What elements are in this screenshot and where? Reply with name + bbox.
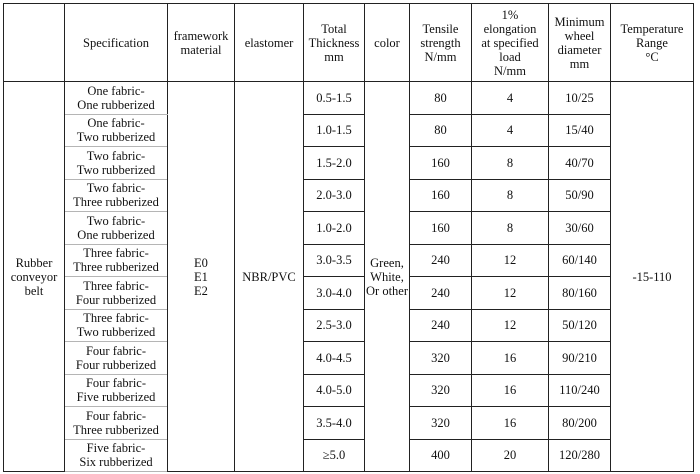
table-row — [4, 82, 694, 115]
thickness-cell: 3.5-4.0 — [304, 407, 365, 440]
specification-cell: Three fabric- Four rubberized — [65, 277, 168, 310]
conveyor-belt-spec-table — [3, 3, 694, 472]
specification-cell: Five fabric- Six rubberized — [65, 439, 168, 472]
elongation-cell: 8 — [472, 147, 549, 180]
specification-cell: Two fabric- One rubberized — [65, 212, 168, 245]
thickness-cell: 4.0-5.0 — [304, 374, 365, 407]
specification-cell: One fabric- Two rubberized — [65, 114, 168, 147]
table-row — [4, 244, 694, 277]
product-name-cell: Rubber conveyor belt — [4, 82, 65, 472]
thickness-cell: 0.5-1.5 — [304, 82, 365, 115]
tensile-cell: 160 — [410, 147, 472, 180]
specification-cell: Four fabric- Five rubberized — [65, 374, 168, 407]
thickness-cell: 1.0-2.0 — [304, 212, 365, 245]
header-tensile-strength: Tensile strength N/mm — [410, 4, 472, 82]
table-row — [4, 342, 694, 375]
table-row — [4, 374, 694, 407]
wheel-diameter-cell: 50/90 — [549, 179, 611, 212]
wheel-diameter-cell: 110/240 — [549, 374, 611, 407]
thickness-cell: 3.0-3.5 — [304, 244, 365, 277]
table-row — [4, 212, 694, 245]
wheel-diameter-cell: 15/40 — [549, 114, 611, 147]
framework-material-cell: E0 E1 E2 — [168, 82, 235, 472]
header-row — [4, 4, 694, 82]
wheel-diameter-cell: 90/210 — [549, 342, 611, 375]
tensile-cell: 320 — [410, 407, 472, 440]
elastomer-cell: NBR/PVC — [235, 82, 304, 472]
wheel-diameter-cell: 80/200 — [549, 407, 611, 440]
wheel-diameter-cell: 50/120 — [549, 309, 611, 342]
thickness-cell: 2.5-3.0 — [304, 309, 365, 342]
header-framework-material: framework material — [168, 4, 235, 82]
header-specification: Specification — [65, 4, 168, 82]
elongation-cell: 12 — [472, 244, 549, 277]
tensile-cell: 240 — [410, 309, 472, 342]
specification-cell: Two fabric- Two rubberized — [65, 147, 168, 180]
thickness-cell: 4.0-4.5 — [304, 342, 365, 375]
thickness-cell: ≥5.0 — [304, 439, 365, 472]
specification-cell: Four fabric- Three rubberized — [65, 407, 168, 440]
tensile-cell: 240 — [410, 244, 472, 277]
thickness-cell: 3.0-4.0 — [304, 277, 365, 310]
header-total-thickness: Total Thickness mm — [304, 4, 365, 82]
elongation-cell: 16 — [472, 374, 549, 407]
wheel-diameter-cell: 120/280 — [549, 439, 611, 472]
table-row — [4, 114, 694, 147]
elongation-cell: 16 — [472, 407, 549, 440]
wheel-diameter-cell: 30/60 — [549, 212, 611, 245]
header-elongation: 1% elongation at specified load N/mm — [472, 4, 549, 82]
elongation-cell: 8 — [472, 179, 549, 212]
tensile-cell: 400 — [410, 439, 472, 472]
thickness-cell: 2.0-3.0 — [304, 179, 365, 212]
wheel-diameter-cell: 10/25 — [549, 82, 611, 115]
thickness-cell: 1.0-1.5 — [304, 114, 365, 147]
table-row — [4, 147, 694, 180]
table-row — [4, 179, 694, 212]
thickness-cell: 1.5-2.0 — [304, 147, 365, 180]
header-color: color — [365, 4, 410, 82]
tensile-cell: 240 — [410, 277, 472, 310]
tensile-cell: 80 — [410, 114, 472, 147]
elongation-cell: 12 — [472, 309, 549, 342]
table-row — [4, 277, 694, 310]
elongation-cell: 12 — [472, 277, 549, 310]
header-temperature-range: Temperature Range °C — [611, 4, 694, 82]
specification-cell: Three fabric- Two rubberized — [65, 309, 168, 342]
elongation-cell: 4 — [472, 114, 549, 147]
tensile-cell: 320 — [410, 342, 472, 375]
specification-cell: Two fabric- Three rubberized — [65, 179, 168, 212]
temperature-range-cell: -15-110 — [611, 82, 694, 472]
wheel-diameter-cell: 60/140 — [549, 244, 611, 277]
elongation-cell: 8 — [472, 212, 549, 245]
table-row — [4, 439, 694, 472]
spec-table-container — [3, 3, 694, 472]
elongation-cell: 4 — [472, 82, 549, 115]
tensile-cell: 80 — [410, 82, 472, 115]
wheel-diameter-cell: 40/70 — [549, 147, 611, 180]
tensile-cell: 160 — [410, 179, 472, 212]
color-cell: Green, White, Or other — [365, 82, 410, 472]
specification-cell: One fabric- One rubberized — [65, 82, 168, 115]
wheel-diameter-cell: 80/160 — [549, 277, 611, 310]
table-row — [4, 407, 694, 440]
header-wheel-diameter: Minimum wheel diameter mm — [549, 4, 611, 82]
tensile-cell: 320 — [410, 374, 472, 407]
specification-cell: Three fabric- Three rubberized — [65, 244, 168, 277]
header-elastomer: elastomer — [235, 4, 304, 82]
elongation-cell: 20 — [472, 439, 549, 472]
specification-cell: Four fabric- Four rubberized — [65, 342, 168, 375]
header-product — [4, 4, 65, 82]
tensile-cell: 160 — [410, 212, 472, 245]
elongation-cell: 16 — [472, 342, 549, 375]
table-row — [4, 309, 694, 342]
